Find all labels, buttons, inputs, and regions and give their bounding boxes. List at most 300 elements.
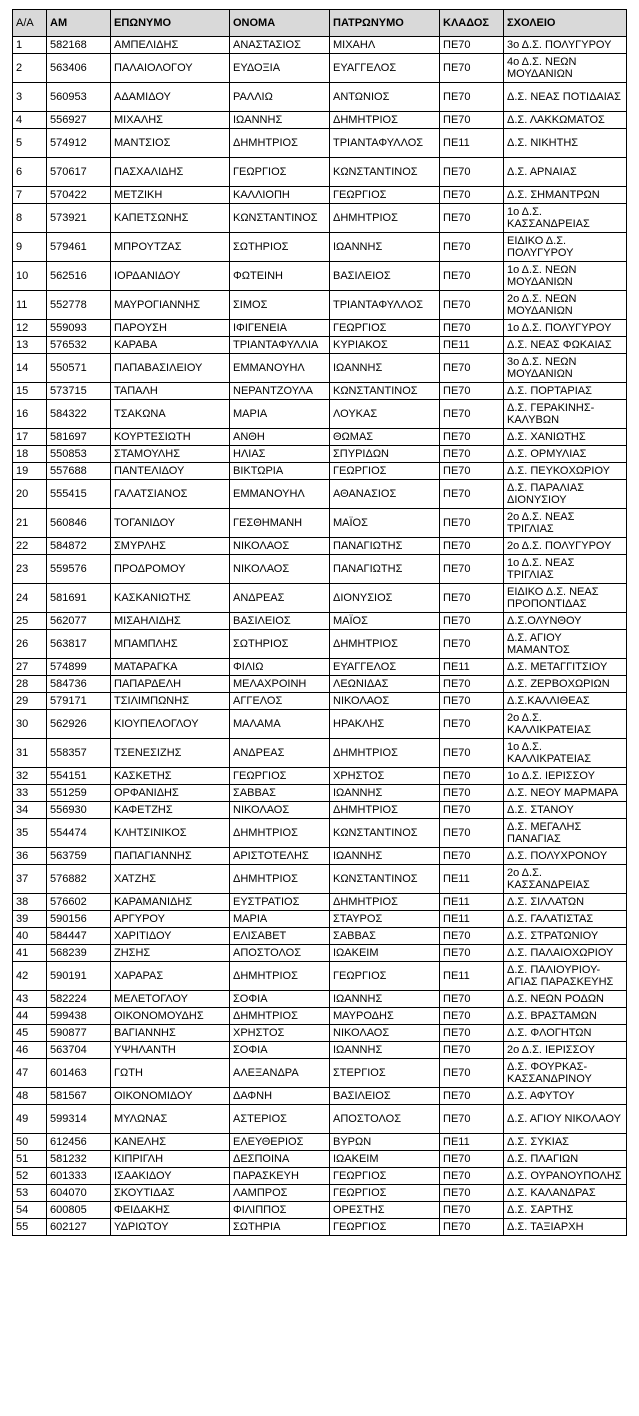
cell-aa: 1 xyxy=(13,37,47,54)
cell-school: 1ο Δ.Σ. ΝΕΑΣ ΤΡΙΓΛΙΑΣ xyxy=(504,555,627,584)
cell-name: ΝΙΚΟΛΑΟΣ xyxy=(230,538,330,555)
cell-branch: ΠΕ70 xyxy=(440,37,504,54)
cell-name: ΑΝΔΡΕΑΣ xyxy=(230,584,330,613)
cell-school: Δ.Σ. ΠΟΛΥΧΡΟΝΟΥ xyxy=(504,848,627,865)
cell-aa: 41 xyxy=(13,945,47,962)
cell-aa: 4 xyxy=(13,112,47,129)
cell-father: ΓΕΩΡΓΙΟΣ xyxy=(330,187,440,204)
cell-school: Δ.Σ. ΛΑΚΚΩΜΑΤΟΣ xyxy=(504,112,627,129)
cell-am: 574912 xyxy=(47,129,111,158)
cell-name: ΦΩΤΕΙΝΗ xyxy=(230,262,330,291)
cell-am: 574899 xyxy=(47,659,111,676)
cell-am: 550571 xyxy=(47,354,111,383)
cell-name: ΔΗΜΗΤΡΙΟΣ xyxy=(230,962,330,991)
cell-school: 2ο Δ.Σ. ΝΕΩΝ ΜΟΥΔΑΝΙΩΝ xyxy=(504,291,627,320)
cell-school: Δ.Σ. ΖΕΡΒΟΧΩΡΙΩΝ xyxy=(504,676,627,693)
cell-surname: ΟΡΦΑΝΙΔΗΣ xyxy=(111,785,230,802)
cell-am: 584736 xyxy=(47,676,111,693)
cell-father: ΙΩΑΝΝΗΣ xyxy=(330,233,440,262)
cell-surname: ΧΑΡΙΤΙΔΟΥ xyxy=(111,928,230,945)
cell-branch: ΠΕ11 xyxy=(440,962,504,991)
cell-father: ΔΗΜΗΤΡΙΟΣ xyxy=(330,112,440,129)
cell-father: ΘΩΜΑΣ xyxy=(330,429,440,446)
cell-branch: ΠΕ70 xyxy=(440,158,504,187)
cell-father: ΣΤΑΥΡΟΣ xyxy=(330,911,440,928)
cell-father: ΙΩΑΝΝΗΣ xyxy=(330,785,440,802)
cell-father: ΑΝΤΩΝΙΟΣ xyxy=(330,83,440,112)
table-row xyxy=(13,262,627,291)
cell-name: ΗΛΙΑΣ xyxy=(230,446,330,463)
cell-school: Δ.Σ. ΝΕΑΣ ΦΩΚΑΙΑΣ xyxy=(504,337,627,354)
cell-branch: ΠΕ70 xyxy=(440,1168,504,1185)
cell-am: 576882 xyxy=(47,865,111,894)
cell-school: 2ο Δ.Σ. ΙΕΡΙΣΣΟΥ xyxy=(504,1042,627,1059)
cell-aa: 5 xyxy=(13,129,47,158)
cell-school: Δ.Σ. ΝΕΩΝ ΡΟΔΩΝ xyxy=(504,991,627,1008)
cell-surname: ΣΤΑΜΟΥΛΗΣ xyxy=(111,446,230,463)
cell-surname: ΚΑΝΕΛΗΣ xyxy=(111,1134,230,1151)
table-row xyxy=(13,129,627,158)
cell-name: ΚΩΝΣΤΑΝΤΙΝΟΣ xyxy=(230,204,330,233)
cell-father: ΔΗΜΗΤΡΙΟΣ xyxy=(330,204,440,233)
cell-branch: ΠΕ11 xyxy=(440,659,504,676)
cell-name: ΜΑΛΑΜΑ xyxy=(230,710,330,739)
cell-name: ΙΩΑΝΝΗΣ xyxy=(230,112,330,129)
cell-surname: ΜΑΝΤΣΙΟΣ xyxy=(111,129,230,158)
cell-aa: 53 xyxy=(13,1185,47,1202)
cell-branch: ΠΕ70 xyxy=(440,613,504,630)
cell-father: ΙΩΑΝΝΗΣ xyxy=(330,354,440,383)
table-row xyxy=(13,1151,627,1168)
cell-branch: ΠΕ70 xyxy=(440,928,504,945)
cell-surname: ΜΕΛΕΤΟΓΛΟΥ xyxy=(111,991,230,1008)
col-header-surname: ΕΠΩΝΥΜΟ xyxy=(111,10,230,37)
cell-name: ΕΜΜΑΝΟΥΗΛ xyxy=(230,354,330,383)
cell-am: 559576 xyxy=(47,555,111,584)
cell-father: ΚΩΝΣΤΑΝΤΙΝΟΣ xyxy=(330,865,440,894)
cell-school: Δ.Σ. ΦΛΟΓΗΤΩΝ xyxy=(504,1025,627,1042)
cell-father: ΔΗΜΗΤΡΙΟΣ xyxy=(330,630,440,659)
cell-am: 599314 xyxy=(47,1105,111,1134)
cell-school: 2ο Δ.Σ. ΠΟΛΥΓΥΡΟΥ xyxy=(504,538,627,555)
cell-am: 555415 xyxy=(47,480,111,509)
cell-father: ΔΗΜΗΤΡΙΟΣ xyxy=(330,894,440,911)
cell-branch: ΠΕ70 xyxy=(440,400,504,429)
cell-father: ΤΡΙΑΝΤΑΦΥΛΛΟΣ xyxy=(330,291,440,320)
cell-surname: ΤΣΙΛΙΜΠΩΝΗΣ xyxy=(111,693,230,710)
cell-surname: ΜΙΣΑΗΛΙΔΗΣ xyxy=(111,613,230,630)
cell-father: ΛΟΥΚΑΣ xyxy=(330,400,440,429)
cell-name: ΕΜΜΑΝΟΥΗΛ xyxy=(230,480,330,509)
cell-school: Δ.Σ. ΝΕΟΥ ΜΑΡΜΑΡΑ xyxy=(504,785,627,802)
cell-surname: ΑΡΓΥΡΟΥ xyxy=(111,911,230,928)
cell-name: ΡΑΛΛΙΩ xyxy=(230,83,330,112)
cell-am: 576602 xyxy=(47,894,111,911)
cell-name: ΔΗΜΗΤΡΙΟΣ xyxy=(230,819,330,848)
cell-branch: ΠΕ70 xyxy=(440,945,504,962)
cell-name: ΕΥΣΤΡΑΤΙΟΣ xyxy=(230,894,330,911)
cell-aa: 19 xyxy=(13,463,47,480)
cell-am: 576532 xyxy=(47,337,111,354)
cell-name: ΒΙΚΤΩΡΙΑ xyxy=(230,463,330,480)
cell-name: ΔΗΜΗΤΡΙΟΣ xyxy=(230,1008,330,1025)
cell-branch: ΠΕ70 xyxy=(440,1059,504,1088)
cell-surname: ΦΕΙΔΑΚΗΣ xyxy=(111,1202,230,1219)
cell-father: ΜΑΪΟΣ xyxy=(330,509,440,538)
cell-aa: 29 xyxy=(13,693,47,710)
cell-name: ΛΑΜΠΡΟΣ xyxy=(230,1185,330,1202)
cell-father: ΓΕΩΡΓΙΟΣ xyxy=(330,1219,440,1236)
cell-branch: ΠΕ11 xyxy=(440,894,504,911)
table-row xyxy=(13,187,627,204)
cell-branch: ΠΕ70 xyxy=(440,233,504,262)
cell-aa: 44 xyxy=(13,1008,47,1025)
cell-father: ΚΩΝΣΤΑΝΤΙΝΟΣ xyxy=(330,819,440,848)
table-row xyxy=(13,693,627,710)
cell-school: Δ.Σ. ΠΑΡΑΛΙΑΣ ΔΙΟΝΥΣΙΟΥ xyxy=(504,480,627,509)
cell-name: ΣΑΒΒΑΣ xyxy=(230,785,330,802)
cell-surname: ΜΥΛΩΝΑΣ xyxy=(111,1105,230,1134)
cell-surname: ΧΑΡΑΡΑΣ xyxy=(111,962,230,991)
cell-branch: ΠΕ70 xyxy=(440,584,504,613)
cell-aa: 14 xyxy=(13,354,47,383)
table-row xyxy=(13,710,627,739)
cell-aa: 49 xyxy=(13,1105,47,1134)
cell-aa: 48 xyxy=(13,1088,47,1105)
cell-am: 552778 xyxy=(47,291,111,320)
cell-branch: ΠΕ70 xyxy=(440,1008,504,1025)
cell-am: 550853 xyxy=(47,446,111,463)
cell-branch: ΠΕ70 xyxy=(440,354,504,383)
cell-school: Δ.Σ. ΠΛΑΓΙΩΝ xyxy=(504,1151,627,1168)
cell-school: Δ.Σ.ΟΛΥΝΘΟΥ xyxy=(504,613,627,630)
cell-surname: ΚΑΡΑΒΑ xyxy=(111,337,230,354)
cell-surname: ΚΑΣΚΑΝΙΩΤΗΣ xyxy=(111,584,230,613)
table-row xyxy=(13,659,627,676)
cell-surname: ΣΜΥΡΛΗΣ xyxy=(111,538,230,555)
table-row xyxy=(13,291,627,320)
cell-branch: ΠΕ70 xyxy=(440,383,504,400)
cell-name: ΝΕΡΑΝΤΖΟΥΛΑ xyxy=(230,383,330,400)
cell-branch: ΠΕ70 xyxy=(440,768,504,785)
table-row xyxy=(13,848,627,865)
cell-name: ΧΡΗΣΤΟΣ xyxy=(230,1025,330,1042)
cell-branch: ΠΕ70 xyxy=(440,693,504,710)
cell-am: 584447 xyxy=(47,928,111,945)
cell-am: 570617 xyxy=(47,158,111,187)
cell-branch: ΠΕ70 xyxy=(440,785,504,802)
cell-school: Δ.Σ. ΠΕΥΚΟΧΩΡΙΟΥ xyxy=(504,463,627,480)
cell-branch: ΠΕ70 xyxy=(440,1088,504,1105)
cell-am: 612456 xyxy=(47,1134,111,1151)
cell-surname: ΚΑΣΚΕΤΗΣ xyxy=(111,768,230,785)
cell-father: ΝΙΚΟΛΑΟΣ xyxy=(330,1025,440,1042)
cell-aa: 20 xyxy=(13,480,47,509)
cell-aa: 12 xyxy=(13,320,47,337)
col-header-name: ΟΝΟΜΑ xyxy=(230,10,330,37)
cell-surname: ΙΟΡΔΑΝΙΔΟΥ xyxy=(111,262,230,291)
cell-branch: ΠΕ70 xyxy=(440,54,504,83)
cell-branch: ΠΕ70 xyxy=(440,187,504,204)
cell-am: 581567 xyxy=(47,1088,111,1105)
cell-aa: 38 xyxy=(13,894,47,911)
cell-aa: 31 xyxy=(13,739,47,768)
cell-name: ΜΑΡΙΑ xyxy=(230,400,330,429)
cell-aa: 2 xyxy=(13,54,47,83)
cell-am: 559093 xyxy=(47,320,111,337)
cell-school: Δ.Σ. ΣΙΛΛΑΤΩΝ xyxy=(504,894,627,911)
table-row xyxy=(13,945,627,962)
table-row xyxy=(13,446,627,463)
cell-surname: ΚΑΦΕΤΖΗΣ xyxy=(111,802,230,819)
cell-am: 563406 xyxy=(47,54,111,83)
table-row xyxy=(13,538,627,555)
col-header-aa: Α/Α xyxy=(13,10,47,37)
cell-surname: ΜΕΤΖΙΚΗ xyxy=(111,187,230,204)
cell-am: 556927 xyxy=(47,112,111,129)
cell-aa: 9 xyxy=(13,233,47,262)
table-row xyxy=(13,400,627,429)
col-header-branch: ΚΛΑΔΟΣ xyxy=(440,10,504,37)
cell-surname: ΟΙΚΟΝΟΜΟΥΔΗΣ xyxy=(111,1008,230,1025)
cell-name: ΑΓΓΕΛΟΣ xyxy=(230,693,330,710)
cell-aa: 10 xyxy=(13,262,47,291)
cell-surname: ΑΜΠΕΛΙΔΗΣ xyxy=(111,37,230,54)
cell-surname: ΑΔΑΜΙΔΟΥ xyxy=(111,83,230,112)
cell-am: 562516 xyxy=(47,262,111,291)
cell-father: ΓΕΩΡΓΙΟΣ xyxy=(330,320,440,337)
cell-aa: 8 xyxy=(13,204,47,233)
cell-name: ΑΝΘΗ xyxy=(230,429,330,446)
cell-aa: 55 xyxy=(13,1219,47,1236)
cell-name: ΓΕΣΘΗΜΑΝΗ xyxy=(230,509,330,538)
cell-branch: ΠΕ70 xyxy=(440,463,504,480)
cell-surname: ΚΟΥΡΤΕΣΙΩΤΗ xyxy=(111,429,230,446)
cell-school: Δ.Σ. ΣΑΡΤΗΣ xyxy=(504,1202,627,1219)
table-row xyxy=(13,1008,627,1025)
cell-school: Δ.Σ. ΠΑΛΑΙΟΧΩΡΙΟΥ xyxy=(504,945,627,962)
table-row xyxy=(13,739,627,768)
cell-surname: ΥΔΡΙΩΤΟΥ xyxy=(111,1219,230,1236)
cell-aa: 39 xyxy=(13,911,47,928)
cell-father: ΚΥΡΙΑΚΟΣ xyxy=(330,337,440,354)
cell-name: ΑΠΟΣΤΟΛΟΣ xyxy=(230,945,330,962)
cell-father: ΜΑΥΡΟΔΗΣ xyxy=(330,1008,440,1025)
cell-surname: ΒΑΓΙΑΝΝΗΣ xyxy=(111,1025,230,1042)
cell-school: Δ.Σ. ΣΤΑΝΟΥ xyxy=(504,802,627,819)
cell-aa: 54 xyxy=(13,1202,47,1219)
cell-am: 563817 xyxy=(47,630,111,659)
cell-father: ΛΕΩΝΙΔΑΣ xyxy=(330,676,440,693)
cell-am: 579461 xyxy=(47,233,111,262)
table-row xyxy=(13,37,627,54)
cell-branch: ΠΕ11 xyxy=(440,337,504,354)
cell-aa: 34 xyxy=(13,802,47,819)
table-row xyxy=(13,1134,627,1151)
table-row xyxy=(13,83,627,112)
cell-branch: ΠΕ70 xyxy=(440,1105,504,1134)
cell-surname: ΠΑΠΑΒΑΣΙΛΕΙΟΥ xyxy=(111,354,230,383)
cell-name: ΝΙΚΟΛΑΟΣ xyxy=(230,802,330,819)
cell-branch: ΠΕ11 xyxy=(440,911,504,928)
cell-aa: 46 xyxy=(13,1042,47,1059)
cell-school: Δ.Σ. ΑΡΝΑΙΑΣ xyxy=(504,158,627,187)
cell-school: 3ο Δ.Σ. ΠΟΛΥΓΥΡΟΥ xyxy=(504,37,627,54)
table-row xyxy=(13,1088,627,1105)
table-row xyxy=(13,555,627,584)
cell-school: 1ο Δ.Σ. ΠΟΛΥΓΥΡΟΥ xyxy=(504,320,627,337)
cell-school: Δ.Σ. ΠΟΡΤΑΡΙΑΣ xyxy=(504,383,627,400)
cell-am: 600805 xyxy=(47,1202,111,1219)
table-row xyxy=(13,785,627,802)
cell-father: ΙΩΑΚΕΙΜ xyxy=(330,945,440,962)
cell-school: Δ.Σ. ΓΕΡΑΚΙΝΗΣ-ΚΑΛΥΒΩΝ xyxy=(504,400,627,429)
cell-am: 581691 xyxy=(47,584,111,613)
cell-aa: 30 xyxy=(13,710,47,739)
cell-father: ΧΡΗΣΤΟΣ xyxy=(330,768,440,785)
cell-father: ΠΑΝΑΓΙΩΤΗΣ xyxy=(330,538,440,555)
table-row xyxy=(13,1059,627,1088)
cell-surname: ΜΠΡΟΥΤΖΑΣ xyxy=(111,233,230,262)
cell-father: ΣΤΕΡΓΙΟΣ xyxy=(330,1059,440,1088)
cell-father: ΚΩΝΣΤΑΝΤΙΝΟΣ xyxy=(330,158,440,187)
table-row xyxy=(13,320,627,337)
cell-surname: ΚΛΗΤΣΙΝΙΚΟΣ xyxy=(111,819,230,848)
cell-school: Δ.Σ. ΧΑΝΙΩΤΗΣ xyxy=(504,429,627,446)
cell-am: 558357 xyxy=(47,739,111,768)
table-row xyxy=(13,1202,627,1219)
cell-am: 581232 xyxy=(47,1151,111,1168)
cell-school: 4ο Δ.Σ. ΝΕΩΝ ΜΟΥΔΑΝΙΩΝ xyxy=(504,54,627,83)
cell-school: Δ.Σ. ΦΟΥΡΚΑΣ-ΚΑΣΣΑΝΔΡΙΝΟΥ xyxy=(504,1059,627,1088)
cell-school: Δ.Σ. ΝΕΑΣ ΠΟΤΙΔΑΙΑΣ xyxy=(504,83,627,112)
cell-aa: 24 xyxy=(13,584,47,613)
cell-branch: ΠΕ70 xyxy=(440,848,504,865)
cell-aa: 22 xyxy=(13,538,47,555)
table-row xyxy=(13,802,627,819)
cell-father: ΑΘΑΝΑΣΙΟΣ xyxy=(330,480,440,509)
table-row xyxy=(13,911,627,928)
teachers-table xyxy=(12,9,627,1236)
cell-school: ΕΙΔΙΚΟ Δ.Σ. ΠΟΛΥΓΥΡΟΥ xyxy=(504,233,627,262)
cell-am: 590877 xyxy=(47,1025,111,1042)
cell-am: 573715 xyxy=(47,383,111,400)
table-row xyxy=(13,584,627,613)
cell-name: ΠΑΡΑΣΚΕΥΗ xyxy=(230,1168,330,1185)
cell-am: 584322 xyxy=(47,400,111,429)
cell-father: ΙΩΑΚΕΙΜ xyxy=(330,1151,440,1168)
cell-surname: ΧΑΤΖΗΣ xyxy=(111,865,230,894)
table-row xyxy=(13,383,627,400)
table-row xyxy=(13,1042,627,1059)
cell-surname: ΠΑΡΟΥΣΗ xyxy=(111,320,230,337)
cell-name: ΑΝΔΡΕΑΣ xyxy=(230,739,330,768)
cell-father: ΕΥΑΓΓΕΛΟΣ xyxy=(330,659,440,676)
cell-branch: ΠΕ70 xyxy=(440,802,504,819)
cell-branch: ΠΕ70 xyxy=(440,83,504,112)
cell-surname: ΠΑΣΧΑΛΙΔΗΣ xyxy=(111,158,230,187)
cell-school: 2ο Δ.Σ. ΚΑΛΛΙΚΡΑΤΕΙΑΣ xyxy=(504,710,627,739)
cell-name: ΣΟΦΙΑ xyxy=(230,991,330,1008)
table-row xyxy=(13,112,627,129)
cell-branch: ΠΕ70 xyxy=(440,1219,504,1236)
cell-name: ΔΗΜΗΤΡΙΟΣ xyxy=(230,865,330,894)
cell-aa: 7 xyxy=(13,187,47,204)
cell-name: ΤΡΙΑΝΤΑΦΥΛΛΙΑ xyxy=(230,337,330,354)
cell-branch: ΠΕ70 xyxy=(440,446,504,463)
cell-am: 560846 xyxy=(47,509,111,538)
cell-school: Δ.Σ. ΜΕΓΑΛΗΣ ΠΑΝΑΓΙΑΣ xyxy=(504,819,627,848)
cell-name: ΜΕΛΑΧΡΟΙΝΗ xyxy=(230,676,330,693)
table-row xyxy=(13,1105,627,1134)
cell-school: Δ.Σ. ΑΓΙΟΥ ΜΑΜΑΝΤΟΣ xyxy=(504,630,627,659)
cell-father: ΤΡΙΑΝΤΑΦΥΛΛΟΣ xyxy=(330,129,440,158)
table-row xyxy=(13,54,627,83)
cell-branch: ΠΕ70 xyxy=(440,819,504,848)
cell-name: ΣΩΤΗΡΙΟΣ xyxy=(230,233,330,262)
table-row xyxy=(13,354,627,383)
cell-father: ΑΠΟΣΤΟΛΟΣ xyxy=(330,1105,440,1134)
cell-surname: ΚΑΠΕΤΣΩΝΗΣ xyxy=(111,204,230,233)
table-row xyxy=(13,337,627,354)
cell-am: 573921 xyxy=(47,204,111,233)
cell-am: 579171 xyxy=(47,693,111,710)
cell-am: 602127 xyxy=(47,1219,111,1236)
table-row xyxy=(13,463,627,480)
cell-surname: ΠΑΠΑΓΙΑΝΝΗΣ xyxy=(111,848,230,865)
table-row xyxy=(13,894,627,911)
cell-surname: ΠΑΠΑΡΔΕΛΗ xyxy=(111,676,230,693)
table-row xyxy=(13,928,627,945)
col-header-am: ΑΜ xyxy=(47,10,111,37)
cell-am: 554474 xyxy=(47,819,111,848)
cell-branch: ΠΕ70 xyxy=(440,320,504,337)
cell-am: 590191 xyxy=(47,962,111,991)
table-row xyxy=(13,991,627,1008)
table-row xyxy=(13,865,627,894)
cell-branch: ΠΕ70 xyxy=(440,676,504,693)
cell-name: ΔΑΦΝΗ xyxy=(230,1088,330,1105)
cell-school: 1ο Δ.Σ. ΚΑΣΣΑΝΔΡΕΙΑΣ xyxy=(504,204,627,233)
cell-father: ΜΙΧΑΗΛ xyxy=(330,37,440,54)
cell-school: Δ.Σ. ΠΑΛΙΟΥΡΙΟΥ-ΑΓΙΑΣ ΠΑΡΑΣΚΕΥΗΣ xyxy=(504,962,627,991)
cell-school: 3ο Δ.Σ. ΝΕΩΝ ΜΟΥΔΑΝΙΩΝ xyxy=(504,354,627,383)
cell-surname: ΜΙΧΑΛΗΣ xyxy=(111,112,230,129)
cell-father: ΠΑΝΑΓΙΩΤΗΣ xyxy=(330,555,440,584)
cell-am: 551259 xyxy=(47,785,111,802)
cell-father: ΚΩΝΣΤΑΝΤΙΝΟΣ xyxy=(330,383,440,400)
cell-surname: ΜΑΤΑΡΑΓΚΑ xyxy=(111,659,230,676)
cell-am: 563759 xyxy=(47,848,111,865)
table-row xyxy=(13,630,627,659)
table-row xyxy=(13,1025,627,1042)
cell-father: ΟΡΕΣΤΗΣ xyxy=(330,1202,440,1219)
table-row xyxy=(13,204,627,233)
cell-school: 2ο Δ.Σ. ΝΕΑΣ ΤΡΙΓΛΙΑΣ xyxy=(504,509,627,538)
cell-branch: ΠΕ70 xyxy=(440,1151,504,1168)
cell-am: 582168 xyxy=(47,37,111,54)
cell-name: ΔΕΣΠΟΙΝΑ xyxy=(230,1151,330,1168)
cell-branch: ΠΕ70 xyxy=(440,1202,504,1219)
cell-aa: 23 xyxy=(13,555,47,584)
cell-aa: 42 xyxy=(13,962,47,991)
cell-aa: 28 xyxy=(13,676,47,693)
cell-name: ΜΑΡΙΑ xyxy=(230,911,330,928)
cell-surname: ΠΑΛΑΙΟΛΟΓΟΥ xyxy=(111,54,230,83)
cell-branch: ΠΕ70 xyxy=(440,509,504,538)
cell-school: Δ.Σ. ΟΥΡΑΝΟΥΠΟΛΗΣ xyxy=(504,1168,627,1185)
cell-school: Δ.Σ. ΚΑΛΑΝΔΡΑΣ xyxy=(504,1185,627,1202)
